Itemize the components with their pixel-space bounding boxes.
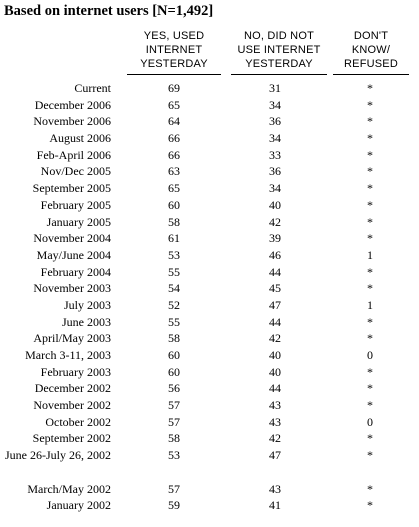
row-label: January 2005 [46,214,111,229]
cell-yes: 57 [168,414,180,429]
table-row [0,447,419,480]
cell-dont-know: * [367,197,373,212]
cell-dont-know: * [367,97,373,112]
row-label: July 2003 [63,297,111,312]
table-row [0,97,419,114]
row-label: May/June 2004 [36,247,111,262]
table-row [0,280,419,297]
cell-no: 34 [269,181,281,196]
table-row [0,214,419,231]
table-row [0,364,419,381]
cell-dont-know: * [367,364,373,379]
row-label: November 2002 [33,398,111,413]
cell-dont-know: * [367,81,373,95]
cell-yes: 56 [168,381,180,396]
table-row [0,330,419,347]
cell-yes: 52 [168,297,180,312]
table-row [0,130,419,147]
row-label: September 2002 [32,431,111,446]
table-row [0,481,419,498]
cell-dont-know: * [367,114,373,129]
cell-yes: 59 [168,498,180,513]
cell-yes: 58 [168,331,180,346]
cell-yes: 60 [168,348,180,362]
cell-dont-know: * [367,331,373,346]
cell-yes: 53 [168,247,180,262]
table-row [0,264,419,281]
row-label: June 26-July 26, 2002 [5,448,111,463]
table-row [0,297,419,314]
cell-yes: 63 [168,164,180,179]
cell-dont-know: * [367,314,373,329]
cell-yes: 54 [168,281,180,296]
cell-no: 40 [269,348,281,362]
cell-dont-know: * [367,231,373,246]
cell-dont-know: * [367,481,373,496]
header-rule-yes [127,74,221,75]
cell-no: 44 [269,314,281,329]
row-label: December 2002 [34,381,111,396]
row-label: December 2006 [34,97,111,112]
row-label: January 2002 [46,498,111,513]
table-row [0,397,419,414]
row-label: April/May 2003 [33,331,111,346]
cell-yes: 58 [168,431,180,446]
cell-dont-know: * [367,147,373,162]
row-label: November 2003 [33,281,111,296]
cell-dont-know: * [367,214,373,229]
table-row [0,347,419,364]
cell-dont-know: * [367,181,373,196]
cell-yes: 58 [168,214,180,229]
cell-yes: 53 [168,448,180,463]
cell-no: 44 [269,264,281,279]
cell-yes: 64 [168,114,180,129]
column-header-dont-know: DON'T KNOW/ REFUSED [344,30,398,70]
cell-dont-know: * [367,498,373,513]
cell-no: 43 [269,481,281,496]
cell-no: 46 [269,247,281,262]
cell-dont-know: * [367,164,373,179]
row-label: February 2003 [40,364,111,379]
row-label: October 2002 [45,414,111,429]
cell-no: 42 [269,331,281,346]
cell-dont-know: * [367,448,373,463]
table-row [0,163,419,180]
cell-dont-know: 0 [367,414,373,429]
header-rule-dont-know [333,74,409,75]
cell-no: 42 [269,431,281,446]
cell-dont-know: * [367,381,373,396]
row-label: November 2006 [33,114,111,129]
cell-no: 47 [269,297,281,312]
row-label: February 2005 [40,197,111,212]
table-row [0,113,419,130]
cell-yes: 65 [168,181,180,196]
cell-no: 43 [269,414,281,429]
cell-yes: 57 [168,481,180,496]
cell-dont-know: 1 [367,247,373,262]
row-label: March 3-11, 2003 [25,348,111,362]
cell-no: 31 [269,81,281,95]
column-header-yes: YES, USED INTERNET YESTERDAY [140,30,208,70]
row-label: June 2003 [62,314,111,329]
cell-no: 47 [269,448,281,463]
cell-yes: 66 [168,131,180,146]
cell-no: 36 [269,164,281,179]
cell-yes: 60 [168,364,180,379]
cell-dont-know: * [367,281,373,296]
cell-no: 36 [269,114,281,129]
table-row [0,80,419,97]
cell-yes: 65 [168,97,180,112]
cell-no: 40 [269,364,281,379]
table-row [0,197,419,214]
cell-yes: 57 [168,398,180,413]
header-rule-no [231,74,327,75]
row-label: Current [74,81,111,95]
row-label: March/May 2002 [27,481,111,496]
cell-no: 41 [269,498,281,513]
table-row [0,180,419,197]
table-row [0,147,419,164]
row-label: February 2004 [40,264,111,279]
table-row [0,247,419,264]
cell-no: 43 [269,398,281,413]
row-label: September 2005 [32,181,111,196]
table-row [0,414,419,431]
cell-dont-know: * [367,264,373,279]
cell-no: 33 [269,147,281,162]
cell-yes: 55 [168,264,180,279]
cell-no: 34 [269,131,281,146]
column-header-no: NO, DID NOT USE INTERNET YESTERDAY [237,30,321,70]
row-label: Feb-April 2006 [36,147,111,162]
cell-dont-know: * [367,431,373,446]
cell-no: 42 [269,214,281,229]
cell-no: 44 [269,381,281,396]
table-row [0,430,419,447]
row-label: Nov/Dec 2005 [40,164,111,179]
cell-dont-know: * [367,131,373,146]
table-row [0,230,419,247]
table-row [0,380,419,397]
cell-yes: 69 [168,81,180,95]
row-label: November 2004 [33,231,111,246]
cell-no: 34 [269,97,281,112]
row-label: August 2006 [49,131,111,146]
cell-yes: 66 [168,147,180,162]
table-title: Based on internet users [N=1,492] [4,3,214,19]
cell-yes: 60 [168,197,180,212]
cell-no: 39 [269,231,281,246]
cell-yes: 61 [168,231,180,246]
cell-no: 40 [269,197,281,212]
cell-dont-know: * [367,398,373,413]
table-row [0,497,419,514]
cell-dont-know: 1 [367,297,373,312]
data-table [0,80,419,514]
cell-dont-know: 0 [367,348,373,362]
cell-yes: 55 [168,314,180,329]
cell-no: 45 [269,281,281,296]
table-row [0,314,419,331]
